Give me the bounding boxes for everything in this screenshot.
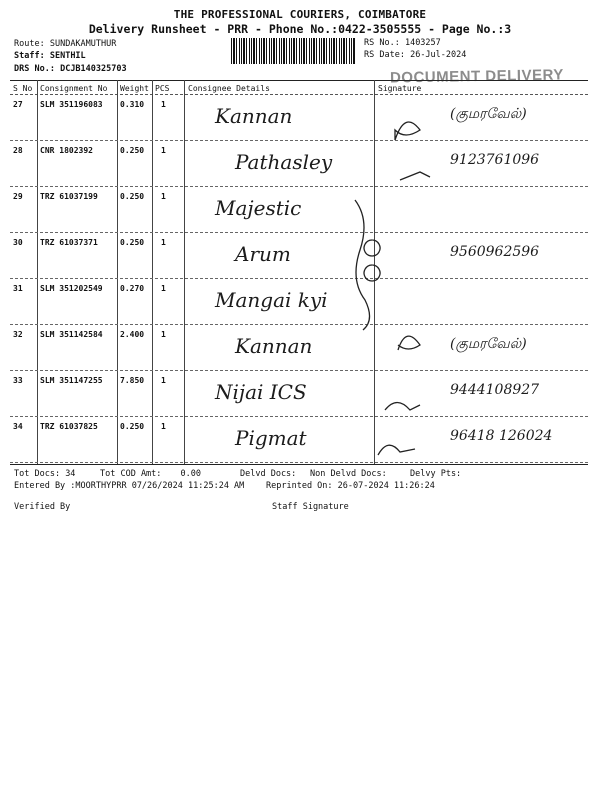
row-sno: 29 xyxy=(13,192,23,201)
tot-cod xyxy=(100,469,201,479)
handwritten-consignee-name: Pigmat xyxy=(235,426,307,450)
row-sno: 27 xyxy=(13,100,23,109)
signature-mark xyxy=(395,122,420,140)
row-consignment: SLM 351196083 xyxy=(40,100,103,109)
row-consignment: TRZ 61037825 xyxy=(40,422,98,431)
handwritten-signature-note: 9123761096 xyxy=(450,152,540,168)
row-pcs: 1 xyxy=(161,422,166,431)
col-header-pcs: PCS xyxy=(155,84,170,93)
reprinted-on: Reprinted On: 26-07-2024 11:26:24 xyxy=(266,481,435,491)
row-pcs: 1 xyxy=(161,146,166,155)
handwritten-signature-note: (குமரவேல்) xyxy=(450,106,527,122)
row-weight: 0.250 xyxy=(120,238,145,247)
row-weight: 0.270 xyxy=(120,284,145,293)
row-sno: 31 xyxy=(13,284,23,293)
row-consignment: TRZ 61037199 xyxy=(40,192,98,201)
verified-by: Verified By xyxy=(14,502,71,512)
row-weight: 7.850 xyxy=(120,376,145,385)
row-sno: 32 xyxy=(13,330,23,339)
rs-date-value: 26-Jul-2024 xyxy=(410,50,467,60)
row-pcs: 1 xyxy=(161,100,166,109)
row-consignment: TRZ 61037371 xyxy=(40,238,98,247)
handwritten-signature-note: (குமரவேல்) xyxy=(450,336,527,352)
handwritten-signature-note: 9444108927 xyxy=(450,382,540,398)
row-consignment: SLM 351147255 xyxy=(40,376,103,385)
drs-value: DCJB140325703 xyxy=(60,64,127,74)
document-delivery-stamp: DOCUMENT DELIVERY xyxy=(389,66,564,87)
col-header-consignee: Consignee Details xyxy=(188,84,270,93)
tot-cod-value: 0.00 xyxy=(180,469,202,479)
row-sno: 28 xyxy=(13,146,23,155)
signature-mark xyxy=(400,172,430,180)
handwritten-signature-note: 96418 126024 xyxy=(450,428,553,444)
signature-mark xyxy=(398,336,420,350)
handwritten-signature-note: 9560962596 xyxy=(450,244,540,260)
handwritten-consignee-name: Majestic xyxy=(215,196,302,220)
row-sno: 30 xyxy=(13,238,23,247)
signature-mark xyxy=(378,445,415,455)
delvd-docs-label: Delvd Docs: xyxy=(240,469,297,479)
rs-no-value: 1403257 xyxy=(404,38,441,48)
handwritten-consignee-name: Kannan xyxy=(215,104,293,128)
col-header-signature: Signature xyxy=(378,84,422,93)
row-pcs: 1 xyxy=(161,330,166,339)
bracket-mark xyxy=(355,200,370,330)
circle-mark xyxy=(364,265,380,281)
handwritten-consignee-name: Pathasley xyxy=(235,150,333,174)
handwritten-consignee-name: Kannan xyxy=(235,334,313,358)
drs-label: DRS No.: xyxy=(14,64,55,74)
delvy-pts-label: Delvy Pts: xyxy=(410,469,462,479)
non-delvd-label: Non Delvd Docs: xyxy=(310,469,387,479)
company-title: THE PROFESSIONAL COURIERS, COIMBATORE xyxy=(173,8,427,21)
staff-signature: Staff Signature xyxy=(272,502,349,512)
row-weight: 2.400 xyxy=(120,330,145,339)
row-pcs: 1 xyxy=(161,238,166,247)
staff-value: SENTHIL xyxy=(49,51,86,61)
entered-by: Entered By :MOORTHYPRR 07/26/2024 11:25:24 AM xyxy=(14,481,245,491)
footer-rule xyxy=(10,464,588,465)
tot-docs-label: Tot Docs: xyxy=(14,469,61,479)
route-value: SUNDAKAMUTHUR xyxy=(49,39,117,49)
row-weight: 0.310 xyxy=(120,100,145,109)
row-weight: 0.250 xyxy=(120,146,145,155)
signature-mark xyxy=(385,403,420,411)
row-weight: 0.250 xyxy=(120,192,145,201)
row-consignment: CNR 1802392 xyxy=(40,146,93,155)
tot-docs-value: 34 xyxy=(65,469,76,479)
handwritten-consignee-name: Arum xyxy=(235,242,291,266)
route-label: Route: xyxy=(14,39,45,49)
row-pcs: 1 xyxy=(161,376,166,385)
row-consignment: SLM 351142584 xyxy=(40,330,103,339)
row-sno: 34 xyxy=(13,422,23,431)
handwritten-consignee-name: Mangai kyi xyxy=(215,288,328,312)
row-pcs: 1 xyxy=(161,192,166,201)
col-header-sno: S No xyxy=(13,84,33,93)
row-consignment: SLM 351202549 xyxy=(40,284,103,293)
tot-docs xyxy=(14,469,75,479)
rs-no-label: RS No.: xyxy=(364,38,400,48)
tot-cod-label: Tot COD Amt: xyxy=(100,469,162,479)
row-sno: 33 xyxy=(13,376,23,385)
staff-label: Staff: xyxy=(14,51,45,61)
rs-date-label: RS Date: xyxy=(364,50,405,60)
row-weight: 0.250 xyxy=(120,422,145,431)
runsheet-subtitle: Delivery Runsheet - PRR - Phone No.:0422-3505555 - Page No.:3 xyxy=(88,22,512,36)
circle-mark xyxy=(364,240,380,256)
row-pcs: 1 xyxy=(161,284,166,293)
col-header-consignment: Consignment No xyxy=(40,84,108,93)
col-header-weight: Weight xyxy=(120,84,149,93)
handwritten-consignee-name: Nijai ICS xyxy=(215,380,307,404)
